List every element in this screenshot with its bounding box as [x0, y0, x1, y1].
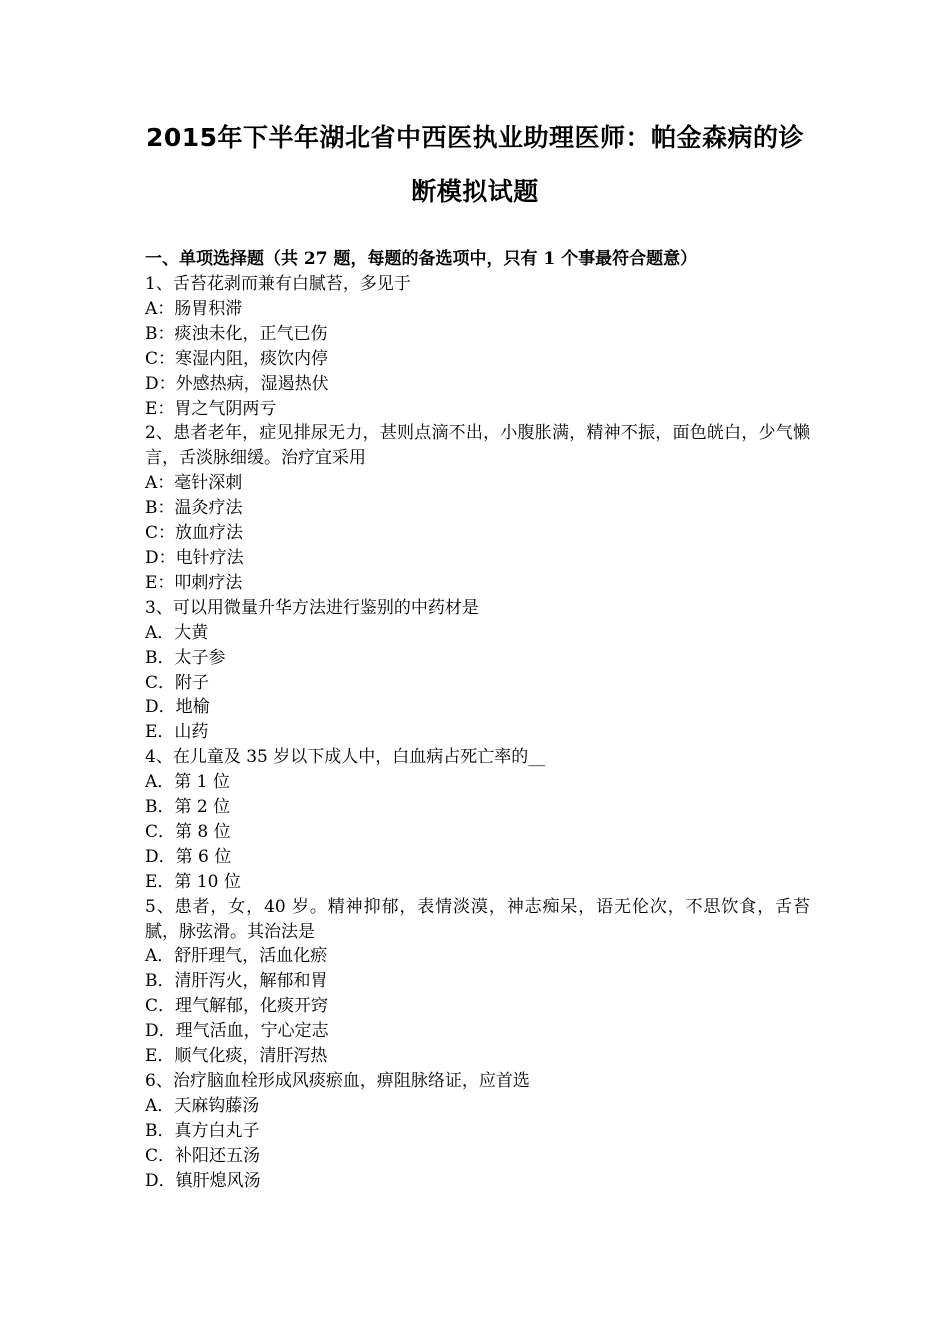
option-e: E．顺气化痰，清肝泻热: [145, 1046, 328, 1067]
option-b: B：温灸疗法: [145, 498, 243, 519]
option-c: C．附子: [145, 672, 210, 693]
document-title-line-2: 断模拟试题: [411, 177, 539, 206]
option-a: A．大黄: [145, 622, 209, 643]
question-4: [145, 745, 810, 894]
question-stem: 6、治疗脑血栓形成风痰瘀血，痹阻脉络证，应首选: [145, 1071, 530, 1091]
question-6: [145, 1069, 810, 1194]
section-heading: 一、单项选择题（共 27 题，每题的备选项中，只有 1 个事最符合题意）: [145, 249, 698, 269]
option-e: E：胃之气阴两亏: [145, 398, 277, 419]
question-2: [145, 421, 810, 595]
option-a: A．天麻钩藤汤: [145, 1095, 260, 1116]
option-c: C．理气解郁，化痰开窍: [145, 996, 329, 1017]
question-stem: 4、在儿童及 35 岁以下成人中，白血病占死亡率的__: [145, 747, 546, 768]
option-b: B．太子参: [145, 647, 226, 668]
question-stem: 2、患者老年，症见排尿无力，甚则点滴不出，小腹胀满，精神不振，面色㿠白，少气懒言，舌淡脉细缓。治疗宜采用: [145, 423, 810, 469]
document-title-line-1: 2015年下半年湖北省中西医执业助理医师：帕金森病的诊: [145, 123, 805, 152]
option-e: E．山药: [145, 722, 209, 743]
question-stem: 3、可以用微量升华方法进行鉴别的中药材是: [145, 597, 479, 618]
option-d: D．第 6 位: [145, 846, 232, 867]
question-list: [145, 272, 810, 1194]
option-d: D：外感热病，湿遏热伏: [145, 373, 329, 394]
question-3: [145, 596, 810, 745]
option-a: A：毫针深刺: [145, 473, 243, 494]
option-a: A．舒肝理气，活血化瘀: [145, 946, 328, 967]
option-d: D：电针疗法: [145, 547, 244, 568]
option-b: B．真方白丸子: [145, 1120, 260, 1141]
option-c: C．第 8 位: [145, 821, 231, 842]
option-b: B．第 2 位: [145, 797, 231, 818]
option-b: B．清肝泻火，解郁和胃: [145, 971, 328, 992]
option-e: E：叩刺疗法: [145, 572, 243, 593]
option-d: D．镇肝熄风汤: [145, 1170, 261, 1191]
option-a: A．第 1 位: [145, 772, 230, 793]
question-5: [145, 895, 810, 1069]
option-e: E．第 10 位: [145, 871, 241, 892]
option-c: C：放血疗法: [145, 523, 244, 544]
question-stem: 1、舌苔花剥而兼有白腻苔，多见于: [145, 274, 411, 294]
option-c: C．补阳还五汤: [145, 1145, 261, 1166]
option-d: D．地榆: [145, 697, 210, 718]
option-d: D．理气活血，宁心定志: [145, 1021, 329, 1042]
option-b: B：痰浊未化，正气已伤: [145, 323, 328, 344]
question-stem: 5、患者，女，40 岁。精神抑郁，表情淡漠，神志痴呆，语无伦次，不思饮食，舌苔腻，脉弦滑。其治法是: [145, 896, 810, 942]
option-a: A：肠胃积滞: [145, 298, 243, 319]
question-1: [145, 272, 810, 421]
option-c: C：寒湿内阻，痰饮内停: [145, 348, 329, 369]
